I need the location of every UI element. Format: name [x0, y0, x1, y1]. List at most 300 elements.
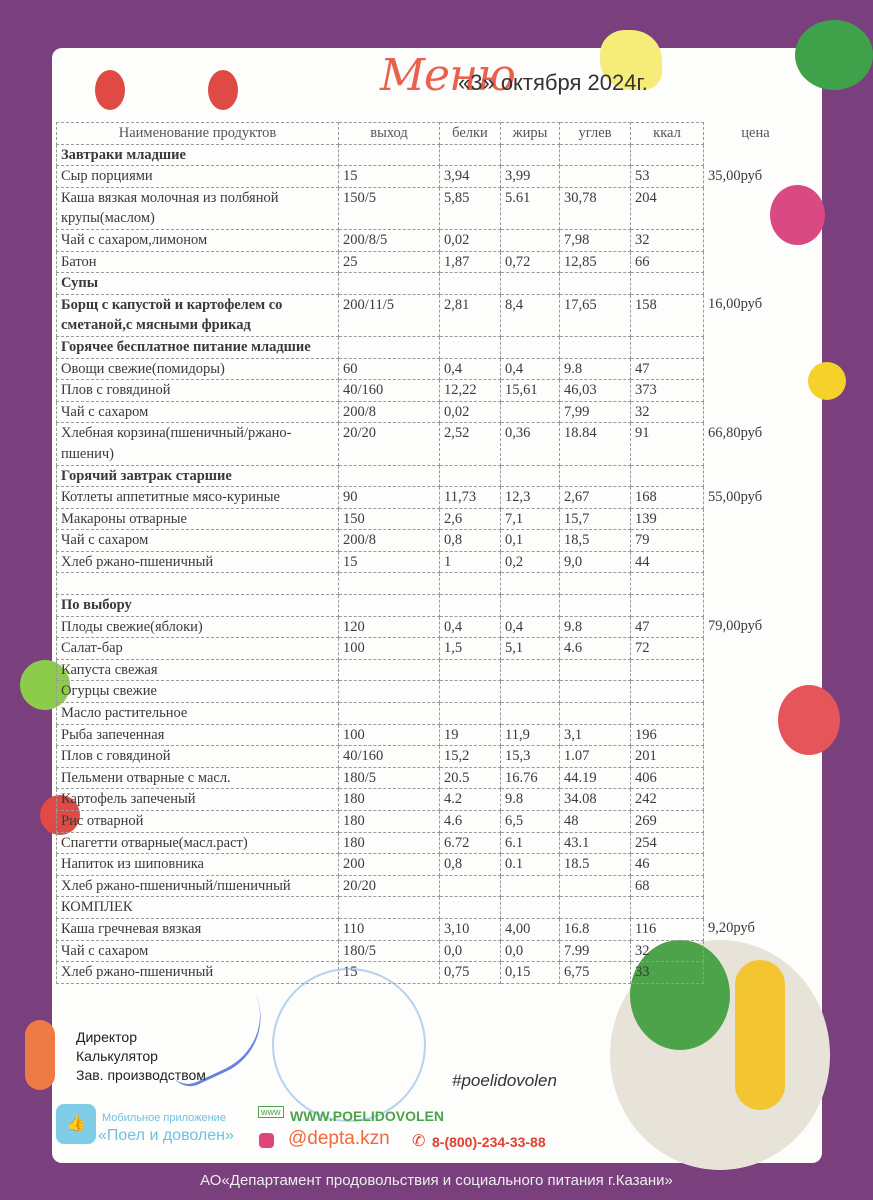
fat-cell: 0,4 — [501, 358, 560, 380]
fat-cell: 7,1 — [501, 508, 560, 530]
product-name-cell: Овощи свежие(помидоры) — [57, 358, 339, 380]
product-name-cell: По выбору — [57, 595, 339, 617]
table-row — [57, 616, 808, 638]
menu-date: «3» октября 2024г. — [458, 70, 648, 95]
protein-cell: 0,4 — [440, 358, 501, 380]
carbs-cell — [560, 166, 631, 188]
carbs-cell: 44.19 — [560, 767, 631, 789]
table-row — [57, 832, 808, 854]
table-row — [57, 423, 808, 465]
fat-cell: 11,9 — [501, 724, 560, 746]
price-cell — [704, 811, 808, 833]
kcal-cell — [631, 681, 704, 703]
smiley-icon — [808, 362, 846, 400]
price-cell — [704, 659, 808, 681]
price-cell — [704, 229, 808, 251]
protein-cell: 0,8 — [440, 530, 501, 552]
price-cell — [704, 789, 808, 811]
kcal-cell — [631, 897, 704, 919]
price-cell — [704, 336, 808, 358]
fat-cell: 0,36 — [501, 423, 560, 465]
yield-cell: 40/160 — [339, 380, 440, 402]
product-name-cell: Макароны отварные — [57, 508, 339, 530]
product-name-cell: Напиток из шиповника — [57, 854, 339, 876]
price-cell — [704, 380, 808, 402]
table-header — [57, 123, 808, 145]
protein-cell: 2,81 — [440, 294, 501, 336]
kcal-cell: 32 — [631, 401, 704, 423]
price-cell — [704, 187, 808, 229]
product-name-cell: Борщ с капустой и картофелем со сметаной,с мясными фрикад — [57, 294, 339, 336]
thumbs-up-icon: 👍 — [56, 1104, 96, 1144]
product-name-cell: Чай с сахаром — [57, 530, 339, 552]
product-name-cell: КОМПЛЕК — [57, 897, 339, 919]
fat-cell — [501, 595, 560, 617]
price-cell — [704, 940, 808, 962]
price-cell — [704, 832, 808, 854]
protein-cell: 15,2 — [440, 746, 501, 768]
table-row — [57, 746, 808, 768]
price-cell — [704, 595, 808, 617]
carbs-cell: 43.1 — [560, 832, 631, 854]
section-row — [57, 595, 808, 617]
protein-cell: 1,87 — [440, 251, 501, 273]
price-cell — [704, 465, 808, 487]
table-row — [57, 508, 808, 530]
product-name-cell: Хлебная корзина(пшеничный/ржано-пшенич) — [57, 423, 339, 465]
table-row — [57, 551, 808, 573]
carrot-illustration — [25, 1020, 55, 1090]
kcal-cell: 68 — [631, 875, 704, 897]
price-cell — [704, 962, 808, 984]
protein-cell: 1 — [440, 551, 501, 573]
price-cell — [704, 854, 808, 876]
website-link[interactable]: WWW.POELIDOVOLEN — [290, 1108, 444, 1124]
protein-cell — [440, 703, 501, 725]
protein-cell: 20.5 — [440, 767, 501, 789]
kcal-cell: 32 — [631, 940, 704, 962]
table-row — [57, 166, 808, 188]
product-name-cell: Завтраки младшие — [57, 144, 339, 166]
table-row — [57, 918, 808, 940]
carbs-cell: 2,67 — [560, 487, 631, 509]
carbs-cell: 9.8 — [560, 358, 631, 380]
table-row — [57, 358, 808, 380]
signatures-block — [76, 1028, 206, 1085]
product-name-cell: Супы — [57, 273, 339, 295]
fat-cell — [501, 336, 560, 358]
column-header: цена — [704, 123, 808, 145]
price-cell: 9,20руб — [704, 918, 808, 940]
fat-cell: 6.1 — [501, 832, 560, 854]
product-name-cell: Чай с сахаром — [57, 940, 339, 962]
section-row — [57, 294, 808, 336]
phone-icon: ✆ — [412, 1133, 426, 1150]
cabbage-illustration — [795, 20, 873, 90]
section-row — [57, 273, 808, 295]
protein-cell: 4.2 — [440, 789, 501, 811]
fat-cell: 8,4 — [501, 294, 560, 336]
yield-cell: 150/5 — [339, 187, 440, 229]
yield-cell: 180 — [339, 832, 440, 854]
product-name-cell: Хлеб ржано-пшеничный/пшеничный — [57, 875, 339, 897]
fat-cell — [501, 875, 560, 897]
kcal-cell: 47 — [631, 358, 704, 380]
price-cell — [704, 897, 808, 919]
table-row — [57, 811, 808, 833]
director-label: Директор — [76, 1029, 137, 1045]
table-row — [57, 940, 808, 962]
yield-cell: 200/11/5 — [339, 294, 440, 336]
fat-cell — [501, 273, 560, 295]
product-name-cell: Горячее бесплатное питание младшие — [57, 336, 339, 358]
protein-cell — [440, 573, 501, 595]
table-row — [57, 875, 808, 897]
protein-cell — [440, 875, 501, 897]
kcal-cell: 196 — [631, 724, 704, 746]
fat-cell: 12,3 — [501, 487, 560, 509]
product-name-cell: Плов с говядиной — [57, 746, 339, 768]
fat-cell: 4,00 — [501, 918, 560, 940]
yield-cell: 100 — [339, 724, 440, 746]
kcal-cell: 373 — [631, 380, 704, 402]
protein-cell: 0,02 — [440, 401, 501, 423]
protein-cell — [440, 897, 501, 919]
price-cell — [704, 273, 808, 295]
product-name-cell: Рис отварной — [57, 811, 339, 833]
fat-cell: 9.8 — [501, 789, 560, 811]
column-header: ккал — [631, 123, 704, 145]
kcal-cell — [631, 659, 704, 681]
yield-cell — [339, 144, 440, 166]
protein-cell: 2,52 — [440, 423, 501, 465]
yield-cell: 200 — [339, 854, 440, 876]
kcal-cell: 66 — [631, 251, 704, 273]
yield-cell — [339, 465, 440, 487]
price-cell — [704, 530, 808, 552]
protein-cell: 0,8 — [440, 854, 501, 876]
column-header: Наименование продуктов — [57, 123, 339, 145]
kcal-cell: 139 — [631, 508, 704, 530]
price-cell — [704, 508, 808, 530]
table-row — [57, 229, 808, 251]
yield-cell: 180/5 — [339, 940, 440, 962]
kcal-cell: 72 — [631, 638, 704, 660]
carbs-cell — [560, 897, 631, 919]
kcal-cell: 204 — [631, 187, 704, 229]
kcal-cell — [631, 465, 704, 487]
product-name-cell: Хлеб ржано-пшеничный — [57, 551, 339, 573]
column-header: белки — [440, 123, 501, 145]
yield-cell: 20/20 — [339, 423, 440, 465]
yield-cell — [339, 595, 440, 617]
kcal-cell — [631, 573, 704, 595]
yield-cell: 200/8 — [339, 530, 440, 552]
protein-cell: 4.6 — [440, 811, 501, 833]
price-cell — [704, 638, 808, 660]
yield-cell: 180 — [339, 811, 440, 833]
fat-cell — [501, 573, 560, 595]
carbs-cell: 7.99 — [560, 940, 631, 962]
product-name-cell: Каша вязкая молочная из полбяной крупы(маслом) — [57, 187, 339, 229]
product-name-cell: Батон — [57, 251, 339, 273]
hashtag: #poelidovolen — [452, 1071, 557, 1090]
production-label: Зав. производством — [76, 1067, 206, 1083]
fat-cell: 6,5 — [501, 811, 560, 833]
fat-cell — [501, 681, 560, 703]
yield-cell — [339, 659, 440, 681]
carbs-cell — [560, 465, 631, 487]
carbs-cell: 12,85 — [560, 251, 631, 273]
carbs-cell: 15,7 — [560, 508, 631, 530]
fat-cell: 16.76 — [501, 767, 560, 789]
instagram-icon — [259, 1133, 274, 1148]
fat-cell: 3,99 — [501, 166, 560, 188]
yield-cell — [339, 336, 440, 358]
yield-cell: 150 — [339, 508, 440, 530]
product-name-cell: Сыр порциями — [57, 166, 339, 188]
product-name-cell: Плоды свежие(яблоки) — [57, 616, 339, 638]
yield-cell: 110 — [339, 918, 440, 940]
carbs-cell — [560, 595, 631, 617]
table-row — [57, 767, 808, 789]
protein-cell: 2,6 — [440, 508, 501, 530]
price-cell: 16,00руб — [704, 294, 808, 336]
yield-cell: 200/8/5 — [339, 229, 440, 251]
carbs-cell: 18.5 — [560, 854, 631, 876]
product-name-cell: Салат-бар — [57, 638, 339, 660]
phone-number[interactable]: 8-(800)-234-33-88 — [432, 1134, 546, 1150]
protein-cell — [440, 681, 501, 703]
fat-cell — [501, 659, 560, 681]
fat-cell: 0,2 — [501, 551, 560, 573]
price-cell — [704, 358, 808, 380]
protein-cell: 3,10 — [440, 918, 501, 940]
yield-cell: 15 — [339, 166, 440, 188]
product-name-cell: Каша гречневая вязкая — [57, 918, 339, 940]
product-name-cell: Капуста свежая — [57, 659, 339, 681]
protein-cell — [440, 144, 501, 166]
carbs-cell: 16.8 — [560, 918, 631, 940]
tomato-icon — [208, 70, 238, 110]
price-cell — [704, 724, 808, 746]
yield-cell — [339, 273, 440, 295]
section-row — [57, 336, 808, 358]
calculator-label: Калькулятор — [76, 1048, 158, 1064]
price-cell — [704, 875, 808, 897]
kcal-cell: 201 — [631, 746, 704, 768]
yield-cell: 120 — [339, 616, 440, 638]
table-row — [57, 659, 808, 681]
price-cell — [704, 551, 808, 573]
table-row — [57, 530, 808, 552]
yield-cell — [339, 897, 440, 919]
carbs-cell: 48 — [560, 811, 631, 833]
product-name-cell: Чай с сахаром,лимоном — [57, 229, 339, 251]
app-name: «Поел и доволен» — [98, 1127, 234, 1144]
fat-cell — [501, 703, 560, 725]
kcal-cell: 47 — [631, 616, 704, 638]
carbs-cell: 46,03 — [560, 380, 631, 402]
carbs-cell: 9,0 — [560, 551, 631, 573]
kcal-cell: 254 — [631, 832, 704, 854]
protein-cell: 6.72 — [440, 832, 501, 854]
carbs-cell: 18.84 — [560, 423, 631, 465]
monitor-icon: www — [258, 1106, 284, 1118]
carbs-cell: 4.6 — [560, 638, 631, 660]
table-row — [57, 897, 808, 919]
page-title: Меню — [380, 50, 515, 101]
kcal-cell: 46 — [631, 854, 704, 876]
table-row — [57, 681, 808, 703]
price-cell — [704, 251, 808, 273]
price-cell — [704, 573, 808, 595]
kcal-cell — [631, 144, 704, 166]
table-row — [57, 789, 808, 811]
kcal-cell — [631, 336, 704, 358]
yield-cell: 20/20 — [339, 875, 440, 897]
price-cell — [704, 681, 808, 703]
fat-cell: 0,4 — [501, 616, 560, 638]
protein-cell: 19 — [440, 724, 501, 746]
product-name-cell: Хлеб ржано-пшеничный — [57, 962, 339, 984]
table-row — [57, 187, 808, 229]
carbs-cell — [560, 659, 631, 681]
kcal-cell: 91 — [631, 423, 704, 465]
product-name-cell: Пельмени отварные с масл. — [57, 767, 339, 789]
menu-table — [56, 122, 807, 984]
product-name-cell: Спагетти отварные(масл.раст) — [57, 832, 339, 854]
kcal-cell: 158 — [631, 294, 704, 336]
protein-cell: 1,5 — [440, 638, 501, 660]
table-row — [57, 251, 808, 273]
carbs-cell: 3,1 — [560, 724, 631, 746]
kcal-cell — [631, 273, 704, 295]
fat-cell: 5,1 — [501, 638, 560, 660]
fat-cell: 0,72 — [501, 251, 560, 273]
table-row — [57, 962, 808, 984]
protein-cell — [440, 659, 501, 681]
yield-cell — [339, 573, 440, 595]
table-row — [57, 401, 808, 423]
fat-cell — [501, 465, 560, 487]
kcal-cell: 53 — [631, 166, 704, 188]
carbs-cell — [560, 273, 631, 295]
fat-cell — [501, 897, 560, 919]
carbs-cell: 7,98 — [560, 229, 631, 251]
fat-cell — [501, 401, 560, 423]
protein-cell: 0,0 — [440, 940, 501, 962]
protein-cell — [440, 465, 501, 487]
kcal-cell: 32 — [631, 229, 704, 251]
kcal-cell: 406 — [631, 767, 704, 789]
price-cell: 55,00руб — [704, 487, 808, 509]
yield-cell: 15 — [339, 551, 440, 573]
fat-cell: 0,15 — [501, 962, 560, 984]
column-header: выход — [339, 123, 440, 145]
kcal-cell: 269 — [631, 811, 704, 833]
kcal-cell: 116 — [631, 918, 704, 940]
product-name-cell: Котлеты аппетитные мясо-куриные — [57, 487, 339, 509]
carbs-cell — [560, 681, 631, 703]
tomato-icon — [95, 70, 125, 110]
product-name-cell: Огурцы свежие — [57, 681, 339, 703]
carbs-cell — [560, 144, 631, 166]
kcal-cell: 44 — [631, 551, 704, 573]
yield-cell: 60 — [339, 358, 440, 380]
app-label: Мобильное приложение — [102, 1112, 226, 1124]
price-cell — [704, 767, 808, 789]
carbs-cell — [560, 336, 631, 358]
protein-cell: 11,73 — [440, 487, 501, 509]
protein-cell: 0,75 — [440, 962, 501, 984]
section-row — [57, 144, 808, 166]
fat-cell: 0,1 — [501, 530, 560, 552]
price-cell: 35,00руб — [704, 166, 808, 188]
product-name-cell: Масло растительное — [57, 703, 339, 725]
column-header: углев — [560, 123, 631, 145]
table-row — [57, 703, 808, 725]
yield-cell: 180 — [339, 789, 440, 811]
section-row — [57, 465, 808, 487]
carbs-cell: 34.08 — [560, 789, 631, 811]
carbs-cell — [560, 703, 631, 725]
carbs-cell: 30,78 — [560, 187, 631, 229]
protein-cell: 3,94 — [440, 166, 501, 188]
table-row — [57, 854, 808, 876]
product-name-cell: Картофель запеченый — [57, 789, 339, 811]
table-row — [57, 487, 808, 509]
price-cell — [704, 401, 808, 423]
carbs-cell — [560, 875, 631, 897]
fat-cell: 5.61 — [501, 187, 560, 229]
fat-cell: 0.1 — [501, 854, 560, 876]
school-stamp — [272, 968, 426, 1122]
instagram-handle[interactable]: @depta.kzn — [288, 1128, 390, 1149]
yield-cell: 90 — [339, 487, 440, 509]
yield-cell: 25 — [339, 251, 440, 273]
yield-cell — [339, 681, 440, 703]
product-name-cell: Рыба запеченная — [57, 724, 339, 746]
yield-cell: 40/160 — [339, 746, 440, 768]
fat-cell: 15,61 — [501, 380, 560, 402]
fat-cell: 15,3 — [501, 746, 560, 768]
protein-cell — [440, 273, 501, 295]
yield-cell: 200/8 — [339, 401, 440, 423]
carbs-cell: 1.07 — [560, 746, 631, 768]
yield-cell: 180/5 — [339, 767, 440, 789]
price-cell: 79,00руб — [704, 616, 808, 638]
protein-cell: 12,22 — [440, 380, 501, 402]
protein-cell: 0,02 — [440, 229, 501, 251]
table-row — [57, 380, 808, 402]
product-name-cell: Плов с говядиной — [57, 380, 339, 402]
fat-cell — [501, 229, 560, 251]
protein-cell: 5,85 — [440, 187, 501, 229]
footer-organization: АО«Департамент продовольствия и социального питания г.Казани» — [200, 1172, 673, 1189]
yield-cell: 15 — [339, 962, 440, 984]
protein-cell: 0,4 — [440, 616, 501, 638]
carbs-cell: 9.8 — [560, 616, 631, 638]
protein-cell — [440, 595, 501, 617]
price-cell — [704, 144, 808, 166]
product-name-cell: Чай с сахаром — [57, 401, 339, 423]
price-cell — [704, 746, 808, 768]
table-row — [57, 573, 808, 595]
carbs-cell — [560, 573, 631, 595]
yield-cell: 100 — [339, 638, 440, 660]
carbs-cell: 17,65 — [560, 294, 631, 336]
